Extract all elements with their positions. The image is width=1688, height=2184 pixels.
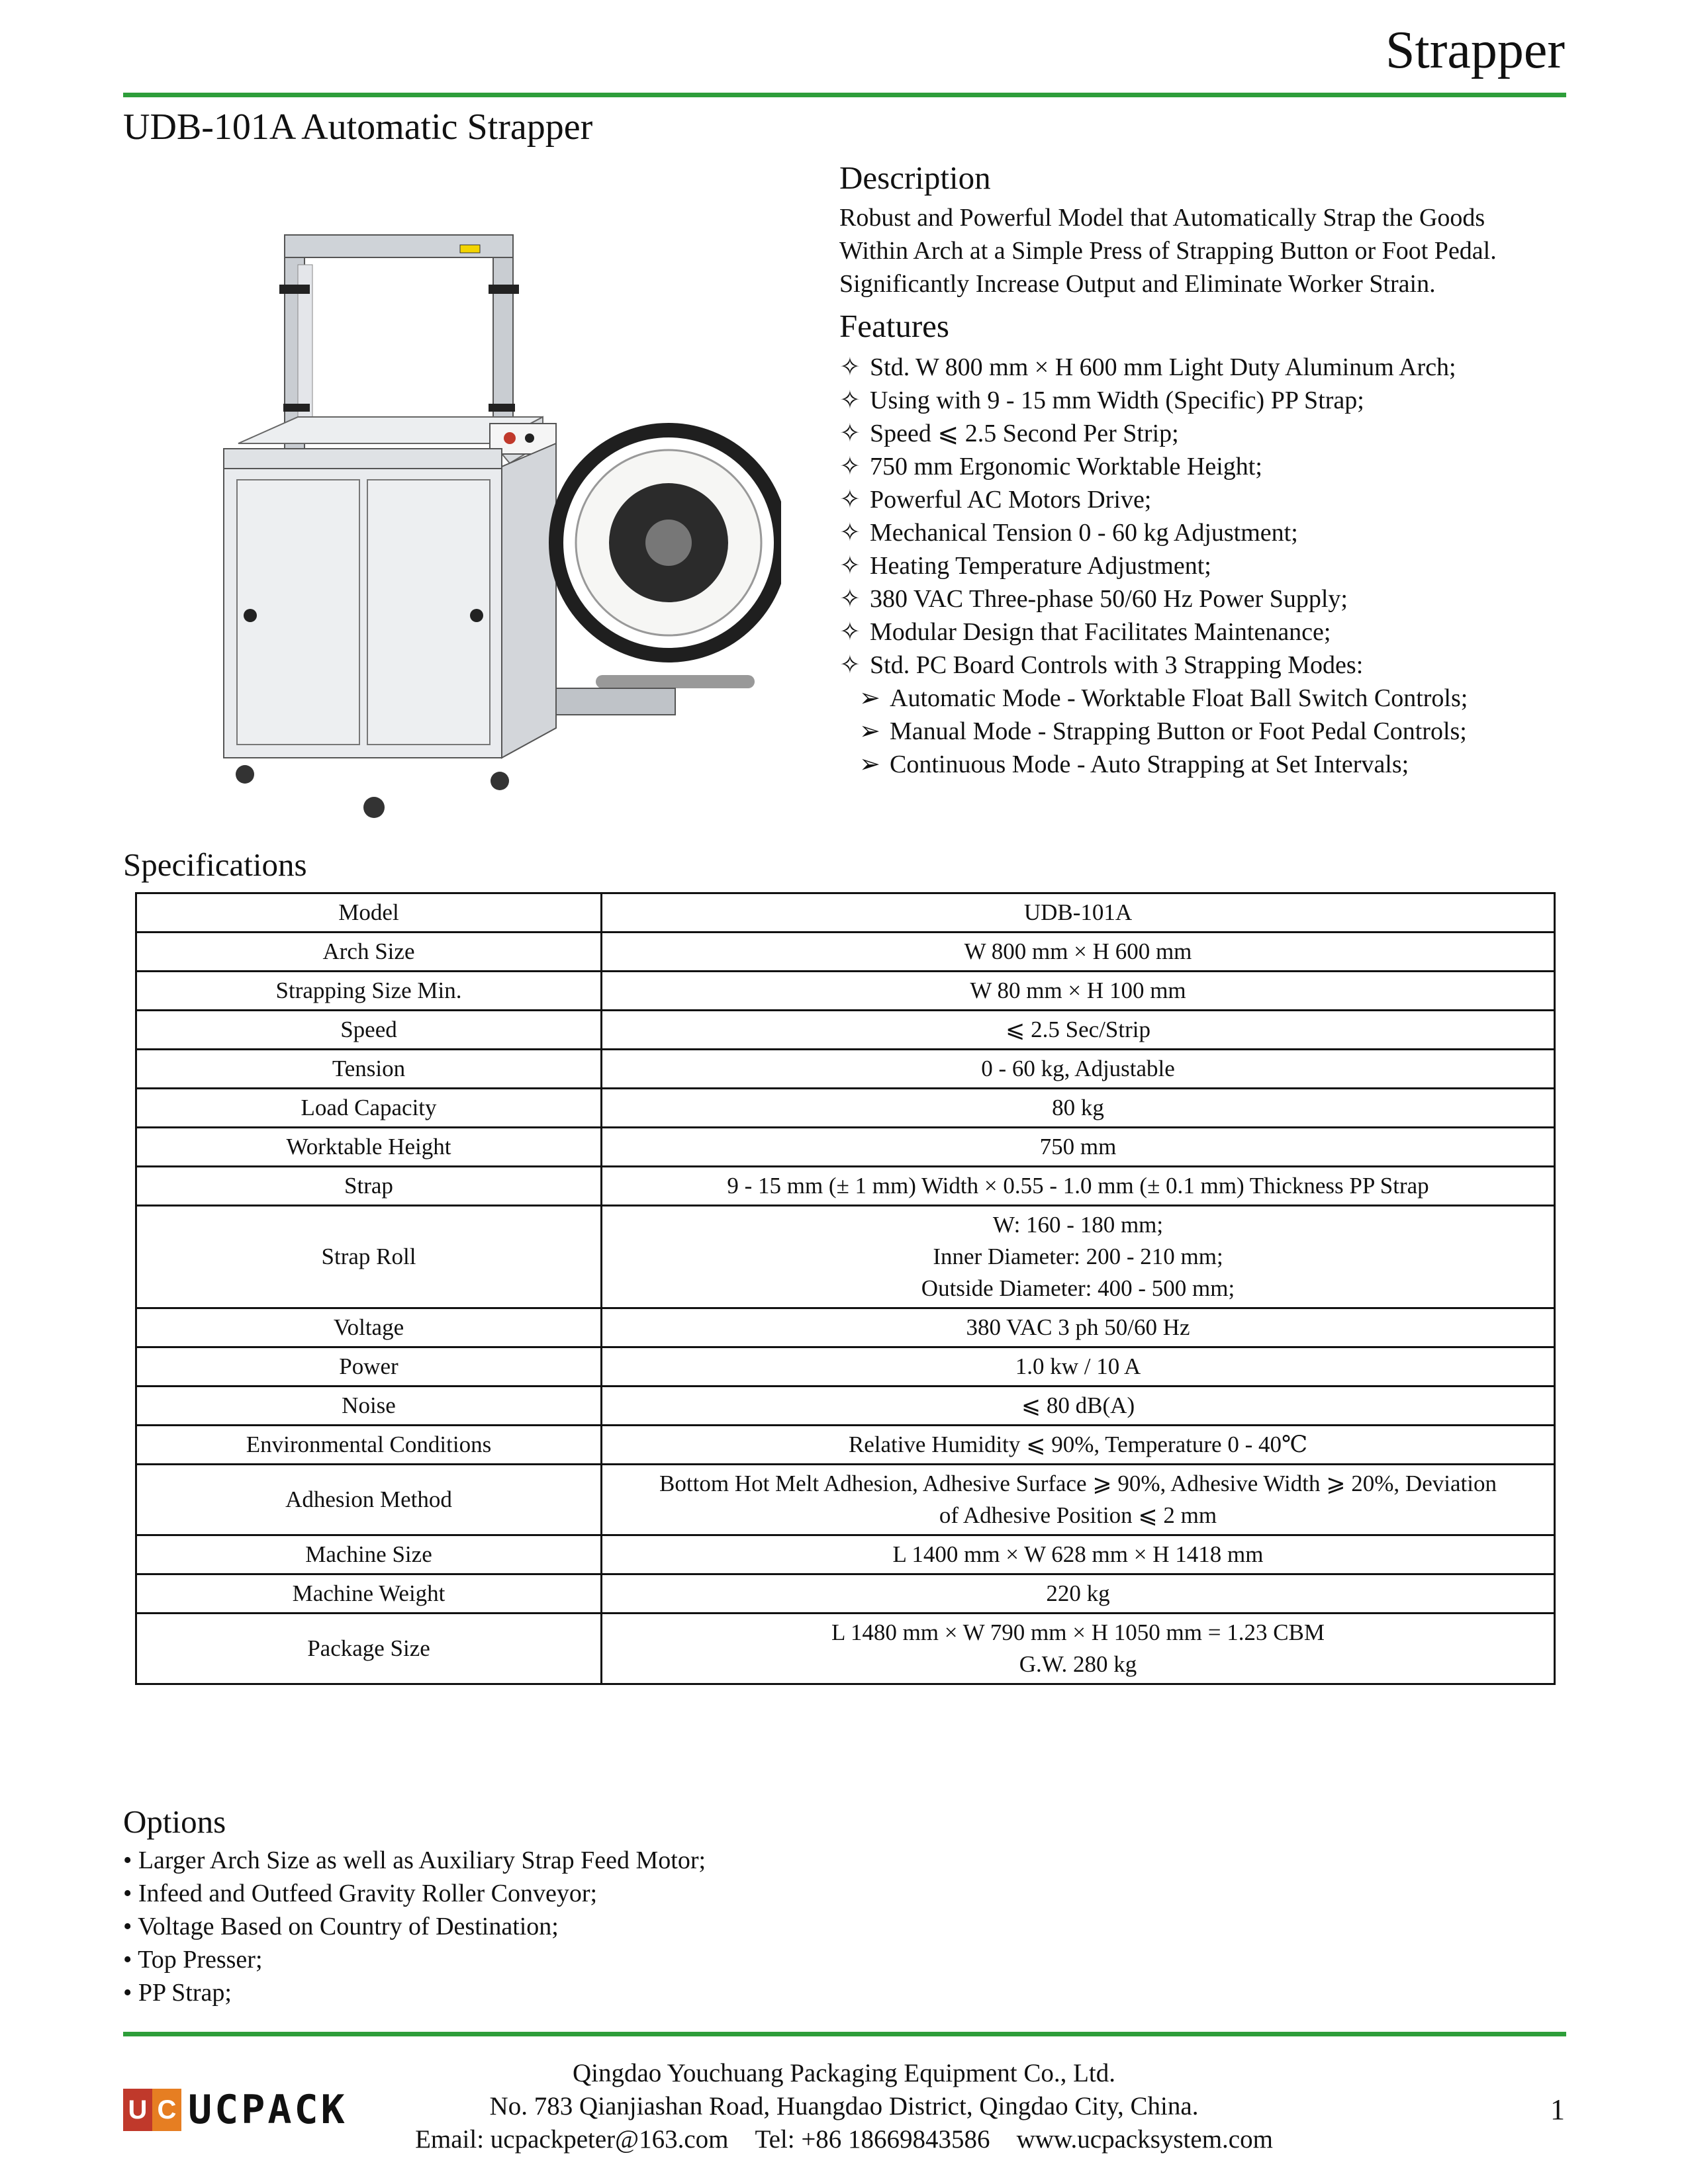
spec-value-line: W: 160 - 180 mm; xyxy=(992,1212,1164,1238)
spec-value-line: ⩽ 80 dB(A) xyxy=(1021,1392,1135,1418)
spec-value-line: 220 kg xyxy=(1046,1580,1110,1606)
logo-text: UCPACK xyxy=(188,2087,348,2133)
spec-value xyxy=(602,1308,1555,1347)
spec-value-line: 380 VAC 3 ph 50/60 Hz xyxy=(966,1314,1190,1340)
spec-value-line: UDB-101A xyxy=(1023,899,1133,925)
feature-item: ✧ Std. W 800 mm × H 600 mm Light Duty Aluminum Arch; xyxy=(839,351,1468,384)
footer-contact xyxy=(0,2057,1688,2156)
spec-value xyxy=(602,1614,1555,1684)
option-item: • Voltage Based on Country of Destination; xyxy=(123,1913,559,1940)
spec-value xyxy=(602,1206,1555,1308)
spec-row xyxy=(136,1574,1555,1614)
spec-value xyxy=(602,1535,1555,1574)
spec-value-line: Inner Diameter: 200 - 210 mm; xyxy=(933,1244,1223,1269)
spec-value xyxy=(602,1574,1555,1614)
spec-value-line: 9 - 15 mm (± 1 mm) Width × 0.55 - 1.0 mm (± 0.1 mm) Thickness PP Strap xyxy=(727,1173,1429,1199)
options-heading: Options xyxy=(123,1803,226,1840)
spec-label: Tension xyxy=(136,1050,602,1089)
spec-label: Machine Weight xyxy=(136,1574,602,1614)
product-image xyxy=(199,225,781,821)
spec-value-line: 1.0 kw / 10 A xyxy=(1015,1353,1141,1379)
spec-row xyxy=(136,1614,1555,1684)
feature-bullet-icon: ✧ xyxy=(839,420,861,447)
spec-value xyxy=(602,972,1555,1011)
spec-row xyxy=(136,1011,1555,1050)
spec-value-line: W 80 mm × H 100 mm xyxy=(970,978,1186,1003)
feature-sub-item: ➢ Automatic Mode - Worktable Float Ball Switch Controls; xyxy=(839,682,1468,715)
spec-value xyxy=(602,1011,1555,1050)
spec-row xyxy=(136,1050,1555,1089)
spec-value-line: G.W. 280 kg xyxy=(1019,1651,1137,1677)
feature-item: ✧ Mechanical Tension 0 - 60 kg Adjustment; xyxy=(839,516,1468,549)
header-divider xyxy=(123,93,1566,97)
spec-value-line: ⩽ 2.5 Sec/Strip xyxy=(1006,1017,1150,1042)
feature-bullet-icon: ✧ xyxy=(839,353,861,381)
spec-row xyxy=(136,1089,1555,1128)
spec-value-line: Relative Humidity ⩽ 90%, Temperature 0 - 40℃ xyxy=(848,1432,1308,1457)
page-number: 1 xyxy=(1550,2093,1565,2126)
feature-bullet-icon: ✧ xyxy=(839,453,861,480)
spec-value xyxy=(602,893,1555,933)
footer-tel[interactable]: Tel: +86 18669843586 xyxy=(755,2125,990,2154)
feature-bullet-icon: ✧ xyxy=(839,585,861,613)
spec-label: Worktable Height xyxy=(136,1128,602,1167)
logo-c-icon: C xyxy=(152,2089,181,2131)
spec-label: Machine Size xyxy=(136,1535,602,1574)
spec-label: Speed xyxy=(136,1011,602,1050)
spec-label: Noise xyxy=(136,1387,602,1426)
spec-label: Adhesion Method xyxy=(136,1465,602,1535)
spec-label: Arch Size xyxy=(136,933,602,972)
description-line: Within Arch at a Simple Press of Strapping Button or Foot Pedal. xyxy=(839,237,1497,265)
spec-label: Power xyxy=(136,1347,602,1387)
specifications-table xyxy=(135,892,1556,1685)
spec-value-line: L 1480 mm × W 790 mm × H 1050 mm = 1.23 CBM xyxy=(831,1619,1325,1645)
spec-row xyxy=(136,1465,1555,1535)
arrow-bullet-icon: ➢ xyxy=(859,717,880,745)
footer-address: No. 783 Qianjiashan Road, Huangdao District, Qingdao City, China. xyxy=(489,2092,1199,2120)
feature-bullet-icon: ✧ xyxy=(839,651,861,679)
feature-item: ✧ Modular Design that Facilitates Maintenance; xyxy=(839,615,1468,649)
arrow-bullet-icon: ➢ xyxy=(859,684,880,712)
spec-row xyxy=(136,972,1555,1011)
spec-row xyxy=(136,1535,1555,1574)
features-heading: Features xyxy=(839,308,949,344)
spec-value-line: Bottom Hot Melt Adhesion, Adhesive Surface ⩾ 90%, Adhesive Width ⩾ 20%, Deviation xyxy=(659,1471,1497,1496)
feature-item: ✧ 750 mm Ergonomic Worktable Height; xyxy=(839,450,1468,483)
spec-row xyxy=(136,1347,1555,1387)
features-list xyxy=(839,351,1468,781)
feature-item: ✧ Powerful AC Motors Drive; xyxy=(839,483,1468,516)
spec-row xyxy=(136,1167,1555,1206)
spec-value xyxy=(602,1347,1555,1387)
arrow-bullet-icon: ➢ xyxy=(859,751,880,778)
option-item: • Top Presser; xyxy=(123,1946,263,1974)
spec-value-line: 0 - 60 kg, Adjustable xyxy=(981,1056,1175,1081)
description-line: Robust and Powerful Model that Automatically Strap the Goods xyxy=(839,204,1485,232)
description-heading: Description xyxy=(839,159,991,196)
feature-item: ✧ Heating Temperature Adjustment; xyxy=(839,549,1468,582)
description-line: Significantly Increase Output and Eliminate Worker Strain. xyxy=(839,270,1436,298)
feature-bullet-icon: ✧ xyxy=(839,618,861,646)
spec-value xyxy=(602,933,1555,972)
spec-label: Strap xyxy=(136,1167,602,1206)
option-item: • Infeed and Outfeed Gravity Roller Conveyor; xyxy=(123,1880,598,1907)
spec-value xyxy=(602,1387,1555,1426)
logo-u-icon: U xyxy=(123,2089,152,2131)
feature-bullet-icon: ✧ xyxy=(839,387,861,414)
spec-label: Strapping Size Min. xyxy=(136,972,602,1011)
spec-label: Strap Roll xyxy=(136,1206,602,1308)
option-item: • Larger Arch Size as well as Auxiliary Strap Feed Motor; xyxy=(123,1846,706,1874)
spec-value-line: 750 mm xyxy=(1039,1134,1117,1160)
spec-value xyxy=(602,1426,1555,1465)
product-title: UDB-101A Automatic Strapper xyxy=(123,107,593,148)
spec-row xyxy=(136,1206,1555,1308)
feature-sub-item: ➢ Continuous Mode - Auto Strapping at Set Intervals; xyxy=(839,748,1468,781)
spec-value-line: W 800 mm × H 600 mm xyxy=(964,938,1192,964)
spec-label: Package Size xyxy=(136,1614,602,1684)
spec-value-line: Outside Diameter: 400 - 500 mm; xyxy=(921,1275,1235,1301)
spec-value xyxy=(602,1128,1555,1167)
footer-email[interactable]: Email: ucpackpeter@163.com xyxy=(415,2125,729,2154)
feature-bullet-icon: ✧ xyxy=(839,552,861,580)
spec-row xyxy=(136,1387,1555,1426)
spec-row xyxy=(136,1128,1555,1167)
spec-row xyxy=(136,933,1555,972)
spec-value-line: of Adhesive Position ⩽ 2 mm xyxy=(939,1502,1217,1528)
spec-value-line: 80 kg xyxy=(1052,1095,1104,1120)
spec-row xyxy=(136,1426,1555,1465)
footer-contact-line xyxy=(0,2123,1688,2156)
feature-item: ✧ 380 VAC Three-phase 50/60 Hz Power Supply; xyxy=(839,582,1468,615)
spec-row xyxy=(136,1308,1555,1347)
spec-value xyxy=(602,1465,1555,1535)
spec-value xyxy=(602,1089,1555,1128)
spec-value-line: L 1400 mm × W 628 mm × H 1418 mm xyxy=(892,1541,1264,1567)
spec-value xyxy=(602,1050,1555,1089)
feature-sub-item: ➢ Manual Mode - Strapping Button or Foot Pedal Controls; xyxy=(839,715,1468,748)
footer-divider xyxy=(123,2032,1566,2036)
spec-label: Model xyxy=(136,893,602,933)
feature-item: ✧ Using with 9 - 15 mm Width (Specific) PP Strap; xyxy=(839,384,1468,417)
footer-website[interactable]: www.ucpacksystem.com xyxy=(1016,2125,1273,2154)
feature-bullet-icon: ✧ xyxy=(839,519,861,547)
spec-value xyxy=(602,1167,1555,1206)
specifications-heading: Specifications xyxy=(123,846,307,883)
feature-item: ✧ Speed ⩽ 2.5 Second Per Strip; xyxy=(839,417,1468,450)
page-header-title: Strapper xyxy=(1385,21,1565,79)
spec-label: Voltage xyxy=(136,1308,602,1347)
spec-row xyxy=(136,893,1555,933)
footer-company: Qingdao Youchuang Packaging Equipment Co., Ltd. xyxy=(572,2059,1115,2087)
spec-label: Environmental Conditions xyxy=(136,1426,602,1465)
option-item: • PP Strap; xyxy=(123,1979,232,2007)
feature-bullet-icon: ✧ xyxy=(839,486,861,514)
feature-item: ✧ Std. PC Board Controls with 3 Strapping Modes: xyxy=(839,649,1468,682)
description-text xyxy=(839,201,1497,300)
options-list xyxy=(123,1844,706,2009)
spec-label: Load Capacity xyxy=(136,1089,602,1128)
